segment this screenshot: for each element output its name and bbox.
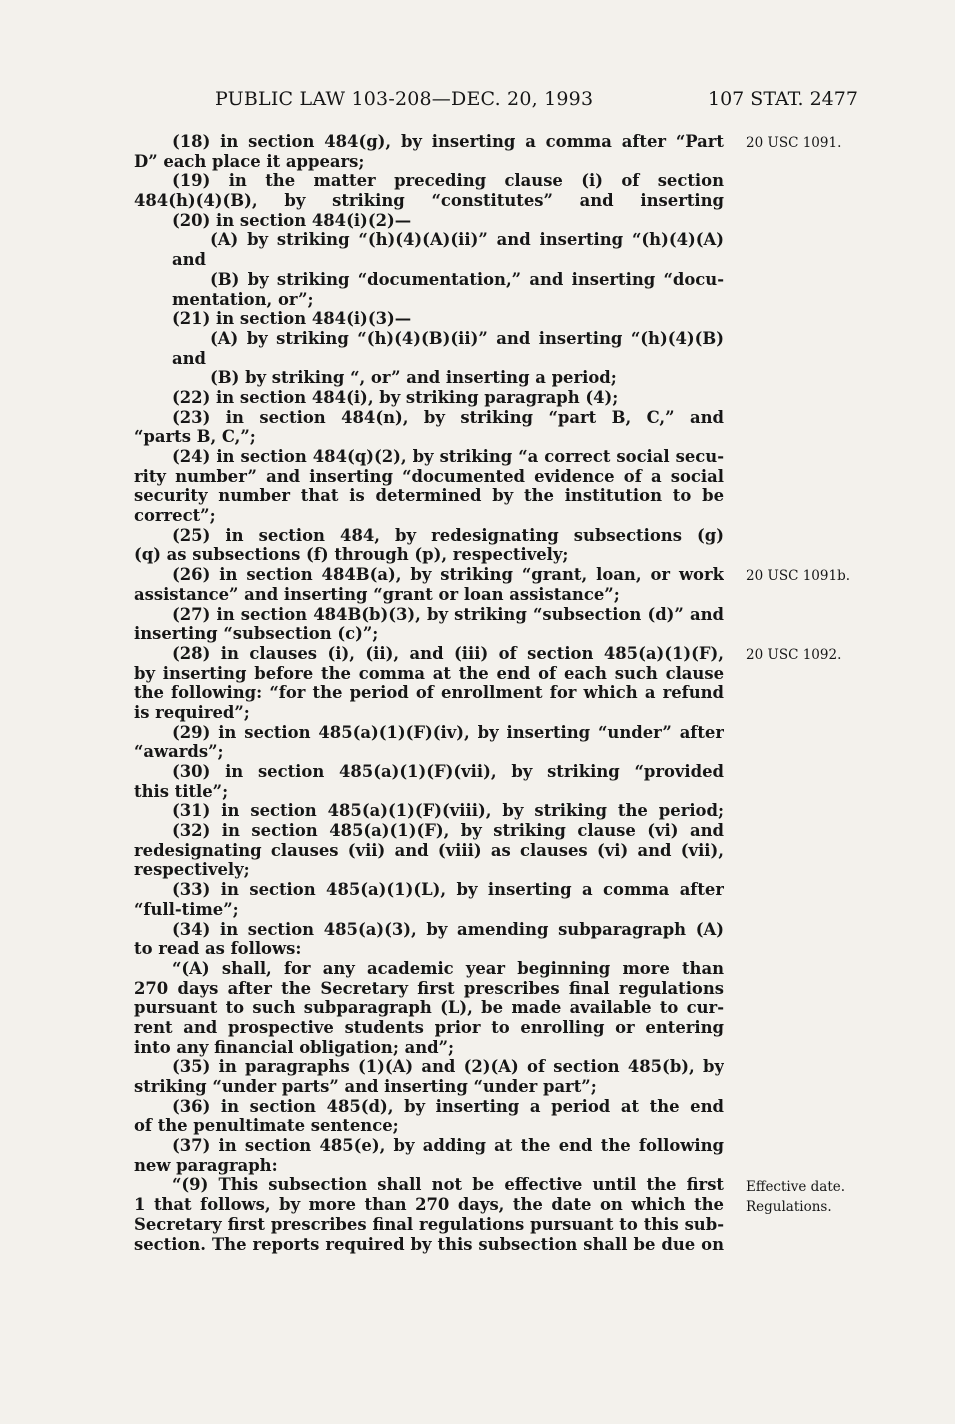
text-line: (36) in section 485(d), by inserting a period at the end — [172, 1096, 724, 1116]
text-line: inserting “subsection (c)”; — [134, 624, 379, 644]
body-text — [134, 132, 724, 1254]
text-line: (29) in section 485(a)(1)(F)(iv), by inserting “under” after — [172, 722, 724, 742]
text-line: (q) as subsections (f) through (p), respectively; — [134, 545, 569, 565]
text-line: (30) in section 485(a)(1)(F)(vii), by striking “provided — [172, 762, 724, 781]
text-line: (A) by striking “(h)(4)(B)(ii)” and inserting “(h)(4)(B) — [210, 328, 724, 348]
text-line: and — [172, 250, 206, 270]
text-line: striking “under parts” and inserting “under part”; — [134, 1077, 597, 1096]
text-line: D” each place it appears; — [134, 151, 365, 171]
text-line: (20) in section 484(i)(2)— — [172, 210, 412, 230]
text-line: Secretary first prescribes final regulations pursuant to this sub- — [134, 1214, 724, 1234]
text-line: (37) in section 485(e), by adding at the end the following — [172, 1136, 724, 1156]
text-line: rity number” and inserting “documented evidence of a social — [134, 466, 724, 486]
page-stat-number: 107 STAT. 2477 — [708, 88, 858, 110]
margin-note: 20 USC 1092. — [746, 647, 842, 664]
text-line: 1 that follows, by more than 270 days, the date on which the — [134, 1195, 724, 1215]
text-line: (31) in section 485(a)(1)(F)(viii), by striking the period; — [172, 801, 724, 821]
text-line: pursuant to such subparagraph (L), be made available to cur- — [134, 998, 724, 1018]
text-line: (21) in section 484(i)(3)— — [172, 309, 412, 329]
text-line: (18) in section 484(g), by inserting a comma after “Part — [172, 132, 724, 151]
text-line: by inserting before the comma at the end of each such clause — [134, 663, 724, 683]
margin-note: Regulations. — [746, 1198, 832, 1215]
text-line: this title”; — [134, 781, 229, 801]
text-line: (33) in section 485(a)(1)(L), by inserting a comma after — [172, 880, 724, 900]
text-line: section. The reports required by this subsection shall be due on — [134, 1234, 724, 1254]
text-line: (19) in the matter preceding clause (i) of section — [172, 171, 724, 191]
text-line: “full-time”; — [134, 899, 239, 919]
margin-note: Effective date. — [746, 1179, 846, 1196]
text-line: (23) in section 484(n), by striking “part B, C,” and — [172, 407, 724, 427]
text-line: of the penultimate sentence; — [134, 1116, 399, 1136]
text-line: (24) in section 484(q)(2), by striking “a correct social secu- — [172, 447, 724, 466]
text-line: (28) in clauses (i), (ii), and (iii) of section 485(a)(1)(F), — [172, 643, 724, 663]
text-line: (32) in section 485(a)(1)(F), by striking clause (vi) and — [172, 821, 724, 841]
margin-note: 20 USC 1091b. — [746, 568, 851, 585]
running-head-title: PUBLIC LAW 103-208—DEC. 20, 1993 — [215, 88, 594, 110]
text-line: and — [172, 348, 206, 368]
text-line: new paragraph: — [134, 1155, 278, 1175]
margin-note: 20 USC 1091. — [746, 135, 842, 151]
text-line: rent and prospective students prior to enrolling or entering — [134, 1017, 724, 1037]
text-line: “awards”; — [134, 742, 224, 762]
text-line: (27) in section 484B(b)(3), by striking “subsection (d)” and — [172, 604, 724, 624]
text-line: (B) by striking “, or” and inserting a period; — [210, 368, 617, 388]
text-line: to read as follows: — [134, 939, 302, 959]
text-line: (26) in section 484B(a), by striking “grant, loan, or work — [172, 565, 724, 585]
text-line: into any financial obligation; and”; — [134, 1037, 455, 1057]
text-line: “(9) This subsection shall not be effective until the first — [172, 1175, 724, 1195]
text-line: “parts B, C,”; — [134, 427, 256, 447]
text-line: redesignating clauses (vii) and (viii) as clauses (vi) and (vii), — [134, 840, 724, 860]
text-line: (B) by striking “documentation,” and inserting “docu- — [210, 269, 724, 289]
text-line: security number that is determined by the institution to be — [134, 486, 724, 506]
text-line: (35) in paragraphs (1)(A) and (2)(A) of section 485(b), by — [172, 1057, 724, 1077]
text-line: respectively; — [134, 860, 250, 880]
text-line: correct”; — [134, 506, 216, 526]
page-header — [0, 88, 955, 118]
text-line: (25) in section 484, by redesignating subsections (g) — [172, 525, 724, 545]
text-line: “(A) shall, for any academic year beginning more than — [172, 958, 724, 978]
text-line: (A) by striking “(h)(4)(A)(ii)” and inserting “(h)(4)(A) — [210, 230, 724, 250]
text-line: 484(h)(4)(B), by striking “constitutes” and inserting — [134, 191, 724, 211]
text-line: is required”; — [134, 702, 250, 722]
text-line: 270 days after the Secretary first prescribes final regulations — [134, 978, 724, 998]
text-line: (34) in section 485(a)(3), by amending subparagraph (A) — [172, 919, 724, 939]
text-line: assistance” and inserting “grant or loan assistance”; — [134, 584, 620, 604]
text-line: mentation, or”; — [172, 289, 314, 309]
text-line: (22) in section 484(i), by striking paragraph (4); — [172, 387, 619, 407]
text-line: the following: “for the period of enrollment for which a refund — [134, 683, 724, 703]
